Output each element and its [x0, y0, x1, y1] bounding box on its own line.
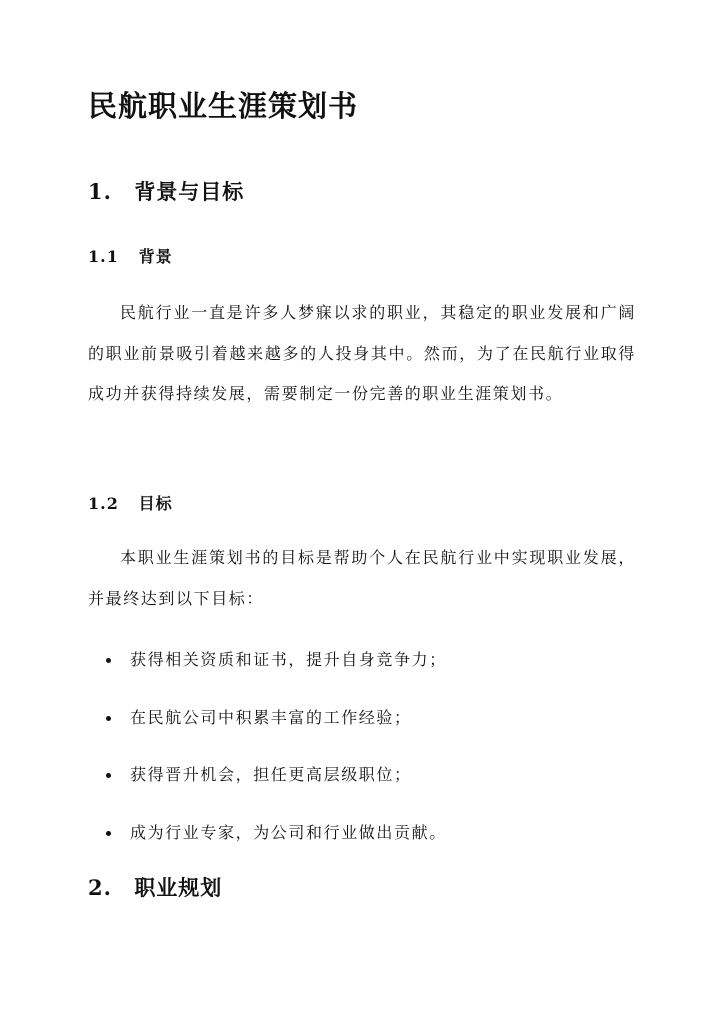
subsection-heading-background	[88, 244, 173, 267]
subsection-number: 1.2	[88, 494, 119, 513]
list-item	[88, 698, 636, 756]
bullet-dot-icon	[106, 716, 111, 721]
section-number: 2.	[88, 875, 112, 900]
goals-paragraph: 本职业生涯策划书的目标是帮助个人在民航行业中实现职业发展，并最终达到以下目标：	[88, 548, 636, 608]
section-title: 背景与目标	[134, 179, 245, 204]
subsection-title: 背景	[138, 247, 173, 266]
list-item-text: 成为行业专家，为公司和行业做出贡献。	[130, 822, 447, 842]
list-item	[88, 813, 636, 871]
list-item-text: 获得晋升机会，担任更高层级职位；	[130, 765, 412, 784]
list-item-text: 在民航公司中积累丰富的工作经验；	[130, 707, 412, 727]
section-number: 1.	[88, 179, 112, 204]
subsection-number: 1.1	[88, 247, 119, 266]
document-title: 民航职业生涯策划书	[88, 89, 359, 123]
list-item	[88, 640, 636, 698]
bullet-dot-icon	[106, 831, 111, 836]
section-heading-career-planning	[88, 872, 222, 902]
section-title: 职业规划	[134, 875, 223, 900]
subsection-title: 目标	[138, 494, 173, 513]
bullet-dot-icon	[106, 658, 111, 663]
list-item	[88, 755, 636, 813]
bullet-dot-icon	[106, 773, 111, 778]
list-item-text: 获得相关资质和证书，提升自身竞争力；	[130, 650, 447, 669]
subsection-heading-goals	[88, 491, 173, 514]
background-paragraph: 民航行业一直是许多人梦寐以求的职业，其稳定的职业发展和广阔的职业前景吸引着越来越多的人投身其中。然而，为了在民航行业取得成功并获得持续发展，需要制定一份完善的职业生涯策划书。	[88, 303, 636, 403]
goals-list	[88, 640, 636, 870]
section-heading-background-goals	[88, 176, 244, 206]
